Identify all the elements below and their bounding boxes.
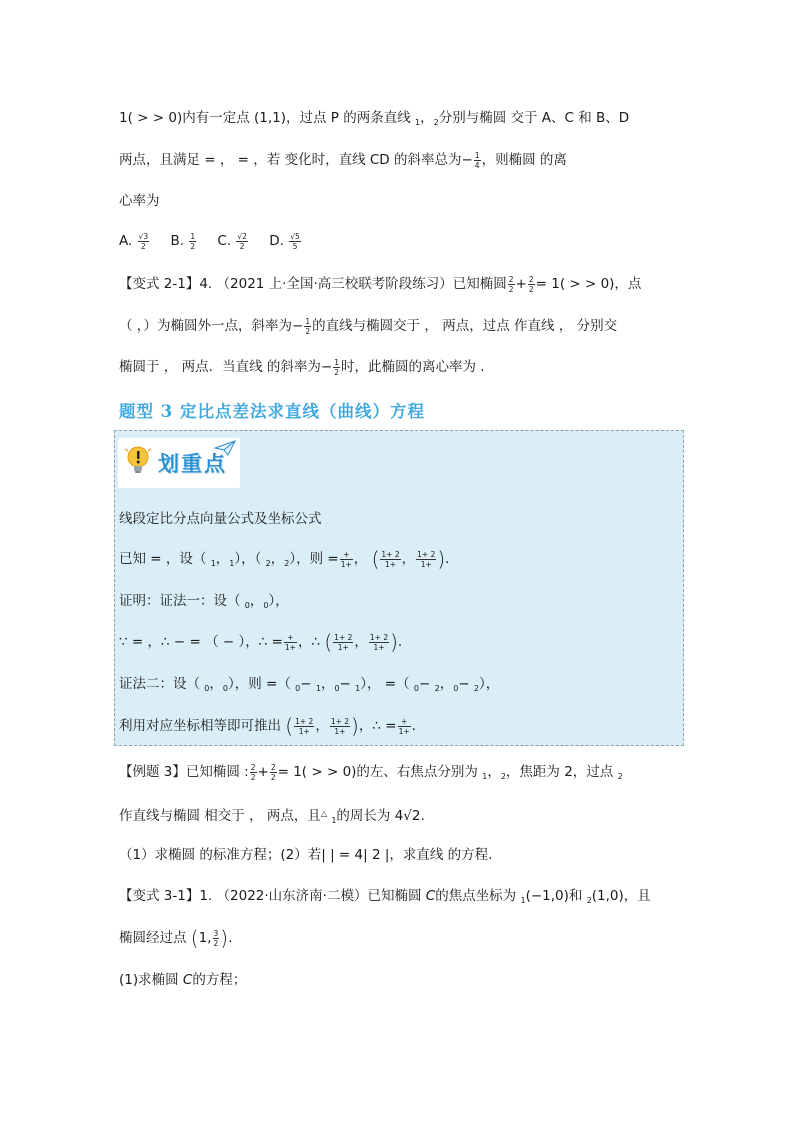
problem-line-2 — [119, 150, 567, 170]
text-run: 的焦点坐标为 — [435, 888, 521, 904]
fraction-numerator: + — [340, 550, 353, 560]
subscript: 0 — [263, 601, 269, 610]
text-run: （ ，）为椭圆外一点，斜率为− — [119, 318, 304, 334]
subscript: 2 — [586, 896, 592, 905]
choice-label: C. — [217, 233, 232, 249]
fraction-numerator: + — [284, 633, 297, 643]
fraction-denominator: 1+ — [373, 642, 385, 652]
fraction-denominator: 2 — [213, 938, 219, 948]
plus-sign: + — [257, 764, 269, 780]
subscript: 2 — [473, 684, 479, 693]
fraction-denominator: 1+ — [284, 642, 296, 652]
fraction-numerator: 1 — [190, 231, 196, 241]
text-run: 【变式 3-1】1. （2022·山东济南·二模）已知椭圆 — [119, 888, 426, 904]
text-run: ， — [270, 551, 285, 567]
subscript: 2 — [265, 559, 271, 568]
text-run: 【变式 2-1】4. （2021 上·全国·高三校联考阶段练习）已知椭圆 — [119, 276, 507, 292]
fraction-numerator: 1 — [474, 150, 480, 160]
subscript: 2 — [433, 118, 439, 127]
example-3-line-1 — [119, 762, 623, 787]
choice-b[interactable] — [170, 233, 197, 249]
subscript: 1 — [482, 772, 488, 781]
text-run: ，∴ = — [358, 718, 397, 734]
fraction-numerator: 2 — [528, 274, 534, 284]
text-run: ）， — [268, 593, 289, 609]
fraction-numerator: + — [398, 717, 411, 727]
subscript: 1 — [315, 684, 321, 693]
fraction-numerator: 2 — [508, 274, 514, 284]
text-run: ， — [209, 676, 223, 692]
variant-2-1-line-2 — [119, 316, 617, 336]
key-points-badge — [118, 438, 240, 488]
variant-2-1-line-3 — [119, 357, 485, 377]
text-run: − — [458, 676, 474, 692]
open-paren: ( — [190, 926, 199, 950]
fraction-numerator: 1+ 2 — [330, 716, 350, 726]
text-run: − — [418, 676, 435, 692]
text-run: 时，此椭圆的离心率为 . — [340, 359, 485, 375]
text-run: (−1,0)和 — [525, 888, 587, 904]
box-known-line — [119, 549, 449, 574]
text-run: 分别与椭圆 交于 A、C 和 B、D — [438, 110, 630, 126]
box-proof1-line-2 — [119, 632, 402, 652]
subscript: 2 — [434, 684, 440, 693]
problem-line-3: 心率为 — [119, 193, 160, 209]
subscript: 1 — [355, 684, 361, 693]
open-paren: ( — [324, 630, 333, 654]
subscript: 0 — [453, 684, 459, 693]
text-run: 证明：证法一：设（ — [119, 593, 245, 609]
text-run: (1,0)，且 — [591, 888, 651, 904]
open-paren: ( — [371, 547, 380, 571]
fraction — [474, 151, 481, 170]
variant-2-1-line-1 — [119, 274, 641, 294]
close-paren: ) — [390, 630, 398, 654]
close-paren: ) — [220, 926, 229, 950]
fraction-numerator: 1+ 2 — [381, 549, 400, 559]
subscript: 2 — [500, 772, 506, 781]
text-run: ， — [320, 676, 335, 692]
text-run: ， — [249, 593, 264, 609]
fraction-denominator: 5 — [292, 241, 298, 251]
box-heading: 线段定比分点向量公式及坐标公式 — [119, 511, 322, 527]
close-paren: ) — [437, 547, 446, 571]
text-run: . — [445, 551, 450, 567]
italic-variable: C — [182, 972, 193, 988]
paper-plane-icon — [214, 440, 236, 456]
text-run: ，焦距为 2，过点 — [505, 764, 618, 780]
subscript: 2 — [617, 772, 623, 781]
text-run: ， — [315, 718, 329, 734]
box-proof1-line-1 — [119, 591, 289, 616]
text-run: 两点，且满足 = ， = ，若 变化时，直线 CD 的斜率总为− — [119, 152, 473, 168]
fraction-numerator: 2 — [270, 762, 276, 772]
text-run: 1, — [198, 930, 212, 946]
text-run: ）， =（ — [360, 676, 414, 692]
text-run: 的周长为 4√2. — [336, 808, 425, 824]
subscript: 1 — [210, 559, 216, 568]
fraction-numerator: √2 — [237, 231, 247, 241]
text-run: ， — [420, 110, 434, 126]
subscript: 2 — [284, 559, 290, 568]
fraction-denominator: 1+ — [420, 559, 432, 569]
fraction-denominator: 2 — [239, 241, 245, 251]
lightbulb-icon — [124, 445, 152, 475]
fraction-numerator: 1+ 2 — [295, 716, 314, 726]
text-run: ，∴ — [297, 634, 325, 650]
fraction-numerator: 1+ 2 — [334, 632, 353, 642]
fraction-denominator: 2 — [250, 772, 256, 782]
text-run: (1)求椭圆 — [119, 972, 183, 988]
fraction-denominator: 1+ — [298, 726, 310, 736]
fraction-denominator: 1+ — [384, 559, 397, 569]
fraction-numerator: 2 — [250, 762, 256, 772]
subscript: 1 — [415, 118, 421, 127]
section-title: 题型 3 定比点差法求直线（曲线）方程 — [119, 402, 425, 421]
fraction-denominator: 1+ — [340, 559, 352, 569]
text-run: 【例题 3】已知椭圆 : — [119, 764, 249, 780]
answer-choices — [119, 231, 318, 251]
subscript: 1 — [229, 559, 235, 568]
box-proof2-line — [119, 674, 499, 699]
subscript: 1 — [520, 896, 526, 905]
triangle-symbol: △ — [320, 809, 328, 818]
fraction-denominator: 1+ — [337, 642, 349, 652]
text-run: 的方程； — [192, 972, 247, 988]
text-run: 的直线与椭圆交于 ， 两点，过点 作直线 ， 分别交 — [312, 318, 618, 334]
open-paren: ( — [285, 714, 294, 738]
subscript: 0 — [222, 684, 228, 693]
fraction-denominator: 1+ — [334, 726, 346, 736]
plus-sign: + — [515, 276, 527, 292]
fraction-denominator: 2 — [334, 367, 339, 377]
subscript: 1 — [331, 816, 337, 825]
text-run: ， — [487, 764, 501, 780]
problem-line-1 — [119, 108, 629, 133]
close-paren: ) — [351, 714, 359, 738]
variant-3-1-line-1 — [119, 886, 651, 911]
text-run: ， — [215, 551, 230, 567]
text-run: ， — [354, 634, 368, 650]
fraction-numerator: 1 — [334, 357, 339, 367]
fraction-denominator: 2 — [508, 284, 514, 294]
text-run: − — [300, 676, 316, 692]
text-run: = 1( > > 0)的左、右焦点分别为 — [277, 764, 483, 780]
fraction-denominator: 2 — [528, 284, 534, 294]
subscript: 0 — [334, 684, 340, 693]
text-run: 1( > > 0)内有一定点 (1,1)，过点 P 的两条直线 — [119, 110, 416, 126]
text-run: ∵ = ，∴ − = （ − ），∴ = — [119, 634, 283, 650]
text-run: ），（ — [234, 551, 266, 567]
text-run: ），则 = — [289, 551, 339, 567]
fraction-denominator: 2 — [270, 772, 276, 782]
variant-3-1-line-2 — [119, 928, 232, 948]
text-run: 已知 = ，设（ — [119, 551, 211, 567]
text-run: 椭圆于 ， 两点．当直线 的斜率为− — [119, 359, 333, 375]
text-run: . — [411, 718, 416, 734]
subscript: 0 — [295, 684, 301, 693]
subscript: 0 — [244, 601, 250, 610]
text-run: . — [397, 634, 403, 650]
choice-label: B. — [170, 233, 185, 249]
choice-label: A. — [119, 233, 133, 249]
box-conclusion-line — [119, 716, 416, 736]
example-3-line-2 — [119, 804, 425, 831]
variant-3-1-line-3 — [119, 970, 246, 990]
choice-d[interactable] — [269, 233, 302, 249]
text-run: ）， — [478, 676, 500, 692]
text-run: 利用对应坐标相等即可推出 — [119, 718, 286, 734]
text-run: − — [339, 676, 356, 692]
choice-a[interactable] — [119, 233, 150, 249]
fraction-denominator: 1+ — [398, 726, 410, 736]
fraction-numerator: 1 — [305, 316, 311, 326]
fraction-denominator: 2 — [190, 241, 196, 251]
fraction-numerator: √3 — [138, 231, 149, 241]
text-run: ， — [401, 551, 416, 567]
text-run: ， — [353, 551, 368, 567]
subscript: 0 — [204, 684, 210, 693]
fraction-numerator: 3 — [213, 928, 219, 938]
text-run: 证法二：设（ — [119, 676, 205, 692]
fraction-numerator: √5 — [290, 231, 300, 241]
subscript: 0 — [413, 684, 419, 693]
text-run: 作直线与椭圆 相交于 ， 两点，且 — [119, 808, 321, 824]
fraction-denominator: 2 — [305, 326, 311, 336]
text-run: ），则 =（ — [227, 676, 296, 692]
text-run: ， — [439, 676, 454, 692]
text-run: 椭圆经过点 — [119, 930, 191, 946]
fraction-denominator: 4 — [474, 160, 480, 170]
choice-c[interactable] — [217, 233, 249, 249]
example-3-line-3: （1）求椭圆 的标准方程；(2）若| | = 4| 2 |，求直线 的方程. — [119, 847, 493, 863]
choice-label: D. — [269, 233, 284, 249]
text-run: . — [228, 930, 233, 946]
fraction-numerator: 1+ 2 — [417, 549, 436, 559]
text-run: = 1( > > 0)，点 — [535, 276, 642, 292]
badge-label: 划重点 — [158, 451, 227, 476]
italic-variable: C — [425, 888, 436, 904]
fraction-numerator: 1+ 2 — [369, 632, 389, 642]
fraction-denominator: 2 — [140, 241, 146, 251]
text-run: ，则椭圆 的离 — [481, 152, 567, 168]
